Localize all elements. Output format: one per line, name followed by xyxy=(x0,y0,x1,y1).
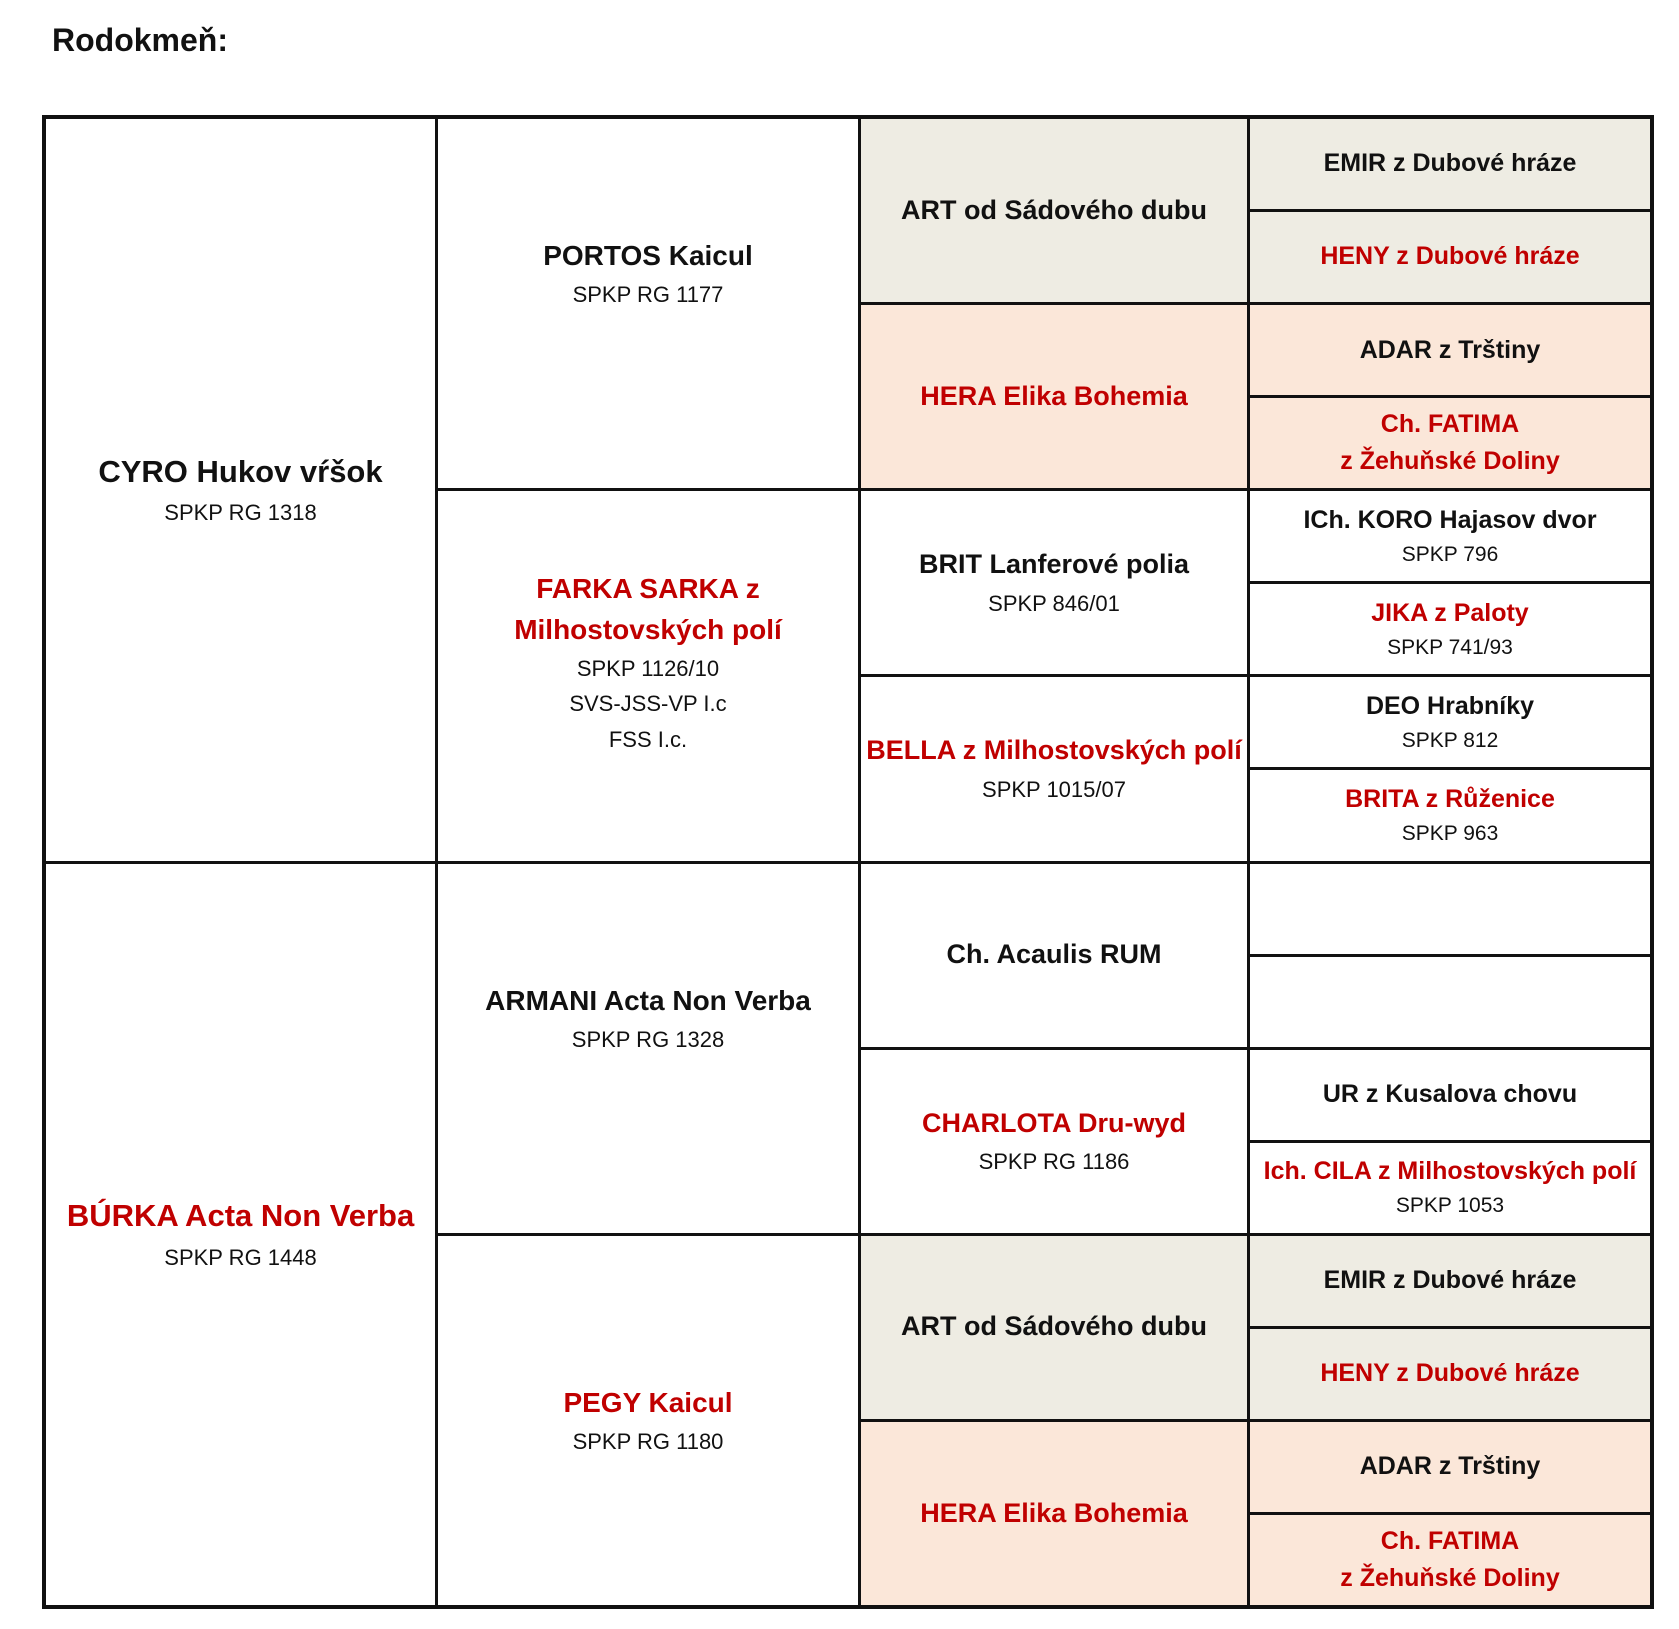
paternal-granddam-reg: SPKP 1126/10 xyxy=(576,655,720,681)
maternal-grandsire xyxy=(438,864,858,1233)
gggp-11-name: UR z Kusalova chovu xyxy=(1322,1080,1578,1109)
maternal-granddam-name: PEGY Kaicul xyxy=(563,1387,733,1419)
ggp-4-reg: SPKP 1015/07 xyxy=(982,777,1126,803)
gggp-7 xyxy=(1250,677,1650,767)
gggp-7-name: DEO Hrabníky xyxy=(1365,691,1535,720)
gggp-3-name: ADAR z Trštiny xyxy=(1359,335,1541,364)
paternal-grandsire xyxy=(438,119,858,488)
maternal-grandsire-reg: SPKP RG 1328 xyxy=(571,1026,725,1052)
gggp-1 xyxy=(1250,119,1650,209)
gggp-1-name: EMIR z Dubové hráze xyxy=(1323,149,1577,178)
gggp-6-reg: SPKP 741/93 xyxy=(1387,635,1513,659)
sire-reg: SPKP RG 1318 xyxy=(164,500,317,526)
gggp-4-name-line1: Ch. FATIMA xyxy=(1380,409,1520,438)
ggp-4-name: BELLA z Milhostovských polí xyxy=(866,735,1242,766)
gggp-16-name-line1: Ch. FATIMA xyxy=(1380,1526,1520,1555)
dam xyxy=(46,864,435,1606)
sire-name: CYRO Hukov vŕšok xyxy=(98,453,383,489)
ggp-3-reg: SPKP 846/01 xyxy=(988,590,1120,616)
gggp-5 xyxy=(1250,491,1650,581)
gggp-15-name: ADAR z Trštiny xyxy=(1359,1452,1541,1481)
gggp-16-name-line2: z Žehuňské Doliny xyxy=(1340,1563,1560,1592)
ggp-6-name: CHARLOTA Dru-wyd xyxy=(922,1107,1186,1138)
ggp-5-name: Ch. Acaulis RUM xyxy=(946,939,1162,970)
gggp-6-name: JIKA z Paloty xyxy=(1371,598,1529,627)
gggp-13-name: EMIR z Dubové hráze xyxy=(1323,1266,1577,1295)
page-title: Rodokmeň: xyxy=(52,22,228,58)
ggp-6 xyxy=(861,1050,1247,1233)
ggp-7-name: ART od Sádového dubu xyxy=(901,1311,1207,1342)
ggp-7 xyxy=(861,1236,1247,1419)
dam-name: BÚRKA Acta Non Verba xyxy=(66,1198,415,1234)
ggp-6-reg: SPKP RG 1186 xyxy=(978,1149,1130,1175)
gggp-12-name: Ich. CILA z Milhostovských polí xyxy=(1263,1156,1637,1185)
paternal-grandsire-name: PORTOS Kaicul xyxy=(543,240,753,272)
maternal-granddam-reg: SPKP RG 1180 xyxy=(572,1429,724,1455)
maternal-granddam xyxy=(438,1236,858,1605)
gggp-14 xyxy=(1250,1329,1650,1419)
gggp-13 xyxy=(1250,1236,1650,1326)
paternal-granddam-exam: SVS-JSS-VP I.c xyxy=(569,691,727,717)
gggp-5-reg: SPKP 796 xyxy=(1401,542,1499,566)
gggp-14-name: HENY z Dubové hráze xyxy=(1320,1359,1580,1388)
gggp-8 xyxy=(1250,770,1650,860)
gggp-8-reg: SPKP 963 xyxy=(1401,821,1499,845)
gggp-9-empty xyxy=(1250,864,1650,954)
gggp-6 xyxy=(1250,584,1650,674)
ggp-5 xyxy=(861,864,1247,1047)
ggp-3 xyxy=(861,491,1247,674)
gggp-15 xyxy=(1250,1422,1650,1512)
dam-reg: SPKP RG 1448 xyxy=(164,1244,317,1270)
ggp-2-name: HERA Elika Bohemia xyxy=(920,380,1188,411)
gggp-12-reg: SPKP 1053 xyxy=(1395,1194,1505,1218)
gggp-7-reg: SPKP 812 xyxy=(1401,728,1499,752)
ggp-1-name: ART od Sádového dubu xyxy=(901,194,1207,225)
paternal-granddam-fss: FSS I.c. xyxy=(608,726,688,752)
ggp-3-name: BRIT Lanferové polia xyxy=(918,549,1190,580)
gggp-4-name-line2: z Žehuňské Doliny xyxy=(1340,447,1560,476)
pedigree-table xyxy=(42,115,1654,1609)
ggp-8 xyxy=(861,1422,1247,1605)
gggp-8-name: BRITA z Růženice xyxy=(1345,784,1555,813)
gggp-11 xyxy=(1250,1050,1650,1140)
ggp-2 xyxy=(861,305,1247,488)
paternal-granddam xyxy=(438,491,858,860)
ggp-4 xyxy=(861,677,1247,860)
paternal-granddam-name-line1: FARKA SARKA z xyxy=(536,572,760,604)
sire xyxy=(46,119,435,861)
ggp-8-name: HERA Elika Bohemia xyxy=(920,1497,1188,1528)
paternal-granddam-name-line2: Milhostovských polí xyxy=(514,613,782,645)
gggp-2 xyxy=(1250,212,1650,302)
gggp-10-empty xyxy=(1250,957,1650,1047)
maternal-grandsire-name: ARMANI Acta Non Verba xyxy=(485,984,811,1016)
gggp-4 xyxy=(1250,398,1650,488)
gggp-12 xyxy=(1250,1143,1650,1233)
ggp-1 xyxy=(861,119,1247,302)
gggp-2-name: HENY z Dubové hráze xyxy=(1320,242,1580,271)
gggp-5-name: ICh. KORO Hajasov dvor xyxy=(1303,505,1597,534)
paternal-grandsire-reg: SPKP RG 1177 xyxy=(572,282,724,308)
gggp-3 xyxy=(1250,305,1650,395)
gggp-16 xyxy=(1250,1515,1650,1605)
